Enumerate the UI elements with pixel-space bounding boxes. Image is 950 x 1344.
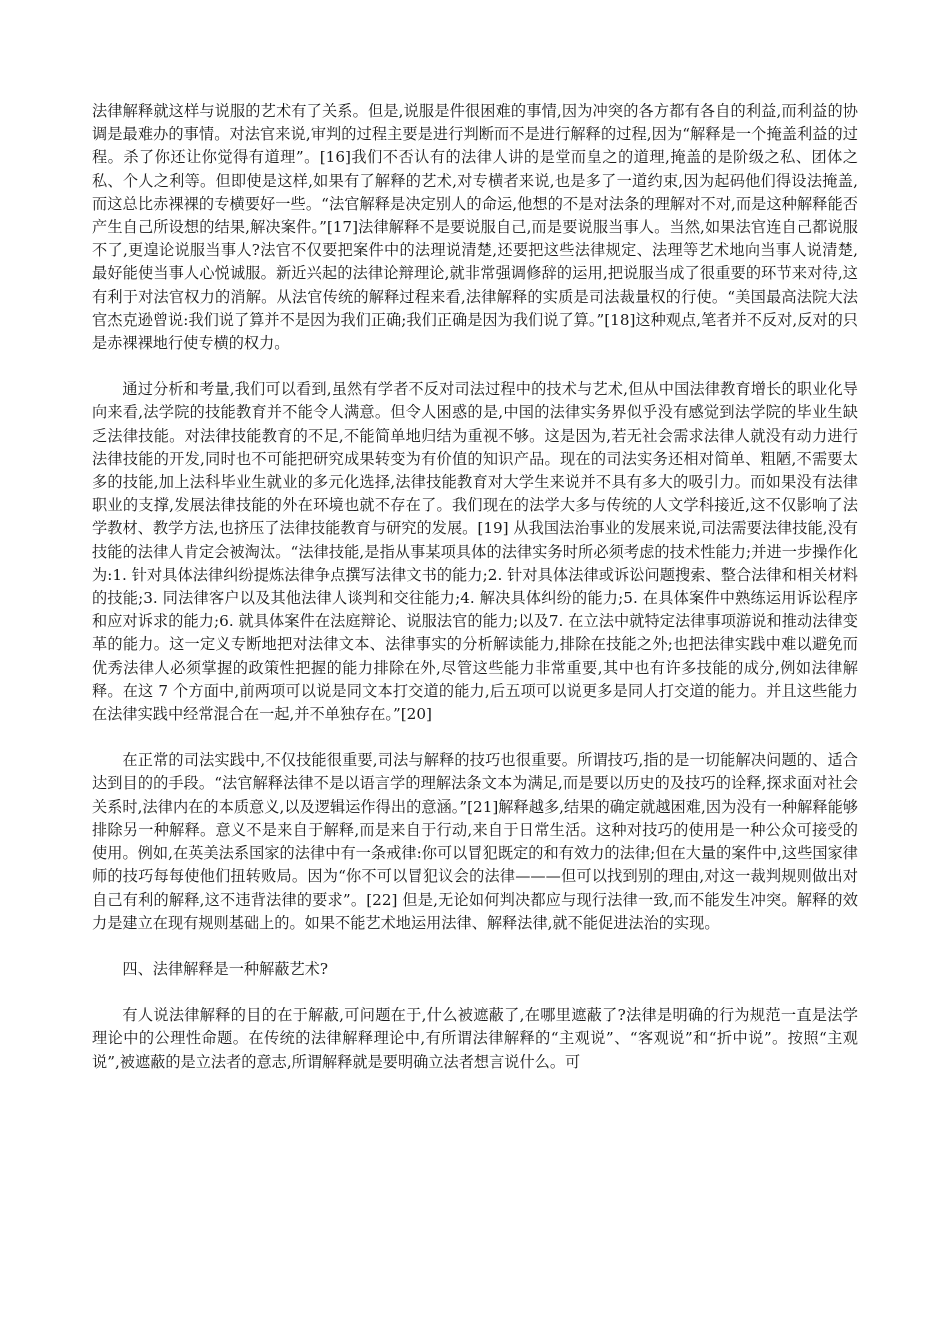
paragraph-judicial-techniques: 在正常的司法实践中,不仅技能很重要,司法与解释的技巧也很重要。所谓技巧,指的是一切能解决问题的、适合达到目的的手段。“法官解释法律不是以语言学的理解法条文本为满足,而是要以历史的及技巧的诠释,探求面对社会关系时,法律内在的本质意义,以及逻辑运作得出的意涵。”[21]解释越多,结果的确定就越困难,因为没有一种解释能够排除另一种解释。意义不是来自于解释,而是来自于行动,来自于日常生活。这种对技巧的使用是一种公众可接受的使用。例如,在英美法系国家的法律中有一条戒律:你可以冒犯既定的和有效力的法律;但在大量的案件中,这些国家律师的技巧每每使他们扭转败局。因为“你不可以冒犯议会的法律———但可以找到别的理由,对这一裁判规则做出对自己有利的解释,这不违背法律的要求”。[22] 但是,无论如何判决都应与现行法律一致,而不能发生冲突。解释的效力是建立在现有规则基础上的。如果不能艺术地运用法律、解释法律,就不能促进法治的实现。 — [92, 751, 858, 932]
paragraph-legal-skills-education: 通过分析和考量,我们可以看到,虽然有学者不反对司法过程中的技术与艺术,但从中国法律教育增长的职业化导向来看,法学院的技能教育并不能令人满意。但令人困惑的是,中国的法律实务界似乎没有感觉到法学院的毕业生缺乏法律技能。对法律技能教育的不足,不能简单地归结为重视不够。这是因为,若无社会需求法律人就没有动力进行法律技能的开发,同时也不可能把研究成果转变为有价值的知识产品。现在的司法实务还相对简单、粗陋,不需要太多的技能,加上法科毕业生就业的多元化选择,法律技能教育对大学生来说并不具有多大的吸引力。而如果没有法律职业的支撑,发展法律技能的外在环境也就不存在了。我们现在的法学大多与传统的人文学科接近,这不仅影响了法学教材、教学方法,也挤压了法律技能教育与研究的发展。[19] 从我国法治事业的发展来说,司法需要法律技能,没有技能的法律人肯定会被淘汰。“法律技能,是指从事某项具体的法律实务时所必须考虑的技术性能力;并进一步操作化为:1. 针对具体法律纠纷提炼法律争点撰写法律文书的能力;2. 针对具体法律或诉讼问题搜索、整合法律和相关材料的技能;3. 同法律客户以及其他法律人谈判和交往能力;4. 解决具体纠纷的能力;5. 在具体案件中熟练运用诉讼程序和应对诉求的能力;6. 就具体案件在法庭辩论、说服法官的能力;以及7. 在立法中就特定法律事项游说和推动法律变革的能力。这一定义专断地把对法律文本、法律事实的分析解读能力,排除在技能之外;也把法律实践中难以避免而优秀法律人必须掌握的政策性把握的能力排除在外,尽管这些能力非常重要,其中也有许多技能的成分,例如法律解释。在这 7 个方面中,前两项可以说是同文本打交道的能力,后五项可以说更多是同人打交道的能力。并且这些能力在法律实践中经常混合在一起,并不单独存在。”[20] — [92, 380, 858, 724]
section-heading-four: 四、法律解释是一种解蔽艺术? — [122, 959, 328, 978]
paragraph-unveiling-art: 有人说法律解释的目的在于解蔽,可问题在于,什么被遮蔽了,在哪里遮蔽了?法律是明确的行为规范一直是法学理论中的公理性命题。在传统的法律解释理论中,有所谓法律解释的“主观说”、“客观说”和“折中说”。按照“主观说”,被遮蔽的是立法者的意志,所谓解释就是要明确立法者想言说什么。可 — [92, 1006, 858, 1071]
paragraph-legal-interpretation-persuasion: 法律解释就这样与说服的艺术有了关系。但是,说服是件很困难的事情,因为冲突的各方都有各自的利益,而利益的协调是最难办的事情。对法官来说,审判的过程主要是进行判断而不是进行解释的过程,因为“解释是一个掩盖利益的过程。杀了你还让你觉得有道理”。[16]我们不否认有的法律人讲的是堂而皇之的道理,掩盖的是阶级之私、团体之私、个人之利等。但即使是这样,如果有了解释的艺术,对专横者来说,也是多了一道约束,因为起码他们得设法掩盖,而这总比赤裸裸的专横要好一些。“法官解释是决定别人的命运,他想的不是对法条的理解对不对,而是这种解释能否产生自己所设想的结果,解决案件。”[17]法律解释不是要说服自己,而是要说服当事人。当然,如果法官连自己都说服不了,更遑论说服当事人?法官不仅要把案件中的法理说清楚,还要把这些法律规定、法理等艺术地向当事人说清楚,最好能使当事人心悦诚服。新近兴起的法律论辩理论,就非常强调修辞的运用,把说服当成了很重要的环节来对待,这有利于对法官权力的消解。从法官传统的解释过程来看,法律解释的实质是司法裁量权的行使。“美国最高法院大法官杰克逊曾说:我们说了算并不是因为我们正确;我们正确是因为我们说了算。”[18]这种观点,笔者并不反对,反对的只是赤裸裸地行使专横的权力。 — [92, 102, 858, 353]
document-page — [92, 100, 858, 1097]
